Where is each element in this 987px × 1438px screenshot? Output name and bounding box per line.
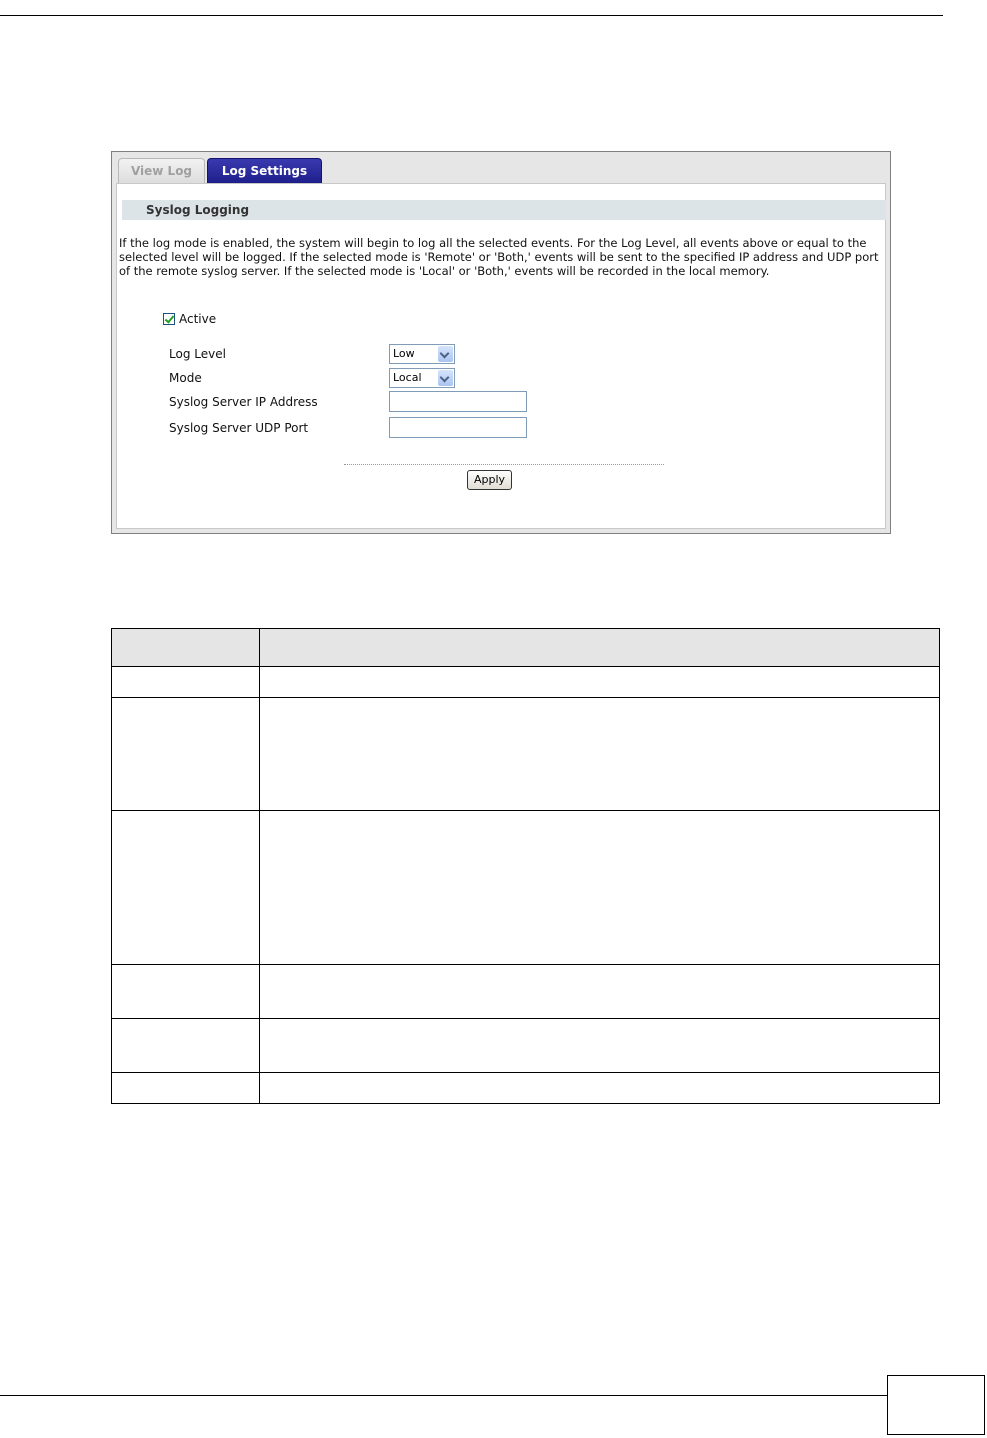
header-rule	[0, 15, 943, 16]
table-row	[112, 811, 940, 965]
table-row	[112, 698, 940, 811]
divider	[344, 464, 664, 465]
table-row	[112, 1073, 940, 1104]
active-row	[163, 311, 216, 327]
chevron-down-icon[interactable]	[438, 370, 453, 386]
log-level-select[interactable]	[389, 344, 455, 364]
mode-label: Mode	[169, 371, 202, 385]
table-header-row	[112, 629, 940, 667]
description-text: If the log mode is enabled, the system will begin to log all the selected events. For the Log Level, all events above or equal to the selected level will be logged. If the selected mode is 'Remote' or 'Both,' events will be sent to the specified IP address and UDP port of the remote syslog server. If the selected mode is 'Local' or 'Both,' events will be recorded in the local memory.	[119, 236, 879, 278]
mode-value: Local	[393, 371, 422, 384]
port-label: Syslog Server UDP Port	[169, 421, 309, 435]
log-settings-screenshot	[111, 151, 891, 534]
mode-select[interactable]	[389, 368, 455, 388]
apply-button[interactable]: Apply	[467, 470, 512, 490]
settings-panel	[116, 183, 886, 529]
table-cell	[112, 1019, 260, 1073]
table-cell	[259, 1073, 939, 1104]
table-cell	[259, 698, 939, 811]
table-cell	[259, 811, 939, 965]
ip-label: Syslog Server IP Address	[169, 395, 318, 409]
table-row	[112, 667, 940, 698]
table-cell	[259, 965, 939, 1019]
table-cell	[112, 1073, 260, 1104]
table-cell	[112, 667, 260, 698]
tab-log-settings[interactable]: Log Settings	[207, 158, 322, 184]
tab-view-log[interactable]: View Log	[118, 158, 205, 184]
active-checkbox[interactable]	[163, 313, 175, 325]
log-level-label: Log Level	[169, 347, 226, 361]
table-header-cell	[259, 629, 939, 667]
section-title: Syslog Logging	[122, 200, 886, 220]
table-cell	[259, 1019, 939, 1073]
table-row	[112, 1019, 940, 1073]
ip-address-input[interactable]	[389, 391, 527, 412]
chevron-down-icon[interactable]	[438, 346, 453, 362]
footer-rule	[0, 1395, 887, 1396]
udp-port-input[interactable]	[389, 417, 527, 438]
log-level-value: Low	[393, 347, 415, 360]
table-cell	[259, 667, 939, 698]
table-cell	[112, 811, 260, 965]
table-cell	[112, 965, 260, 1019]
table-row	[112, 965, 940, 1019]
page-number-box	[887, 1375, 985, 1435]
table-header-cell	[112, 629, 260, 667]
field-description-table	[111, 628, 940, 1104]
table-cell	[112, 698, 260, 811]
active-label: Active	[179, 312, 217, 326]
